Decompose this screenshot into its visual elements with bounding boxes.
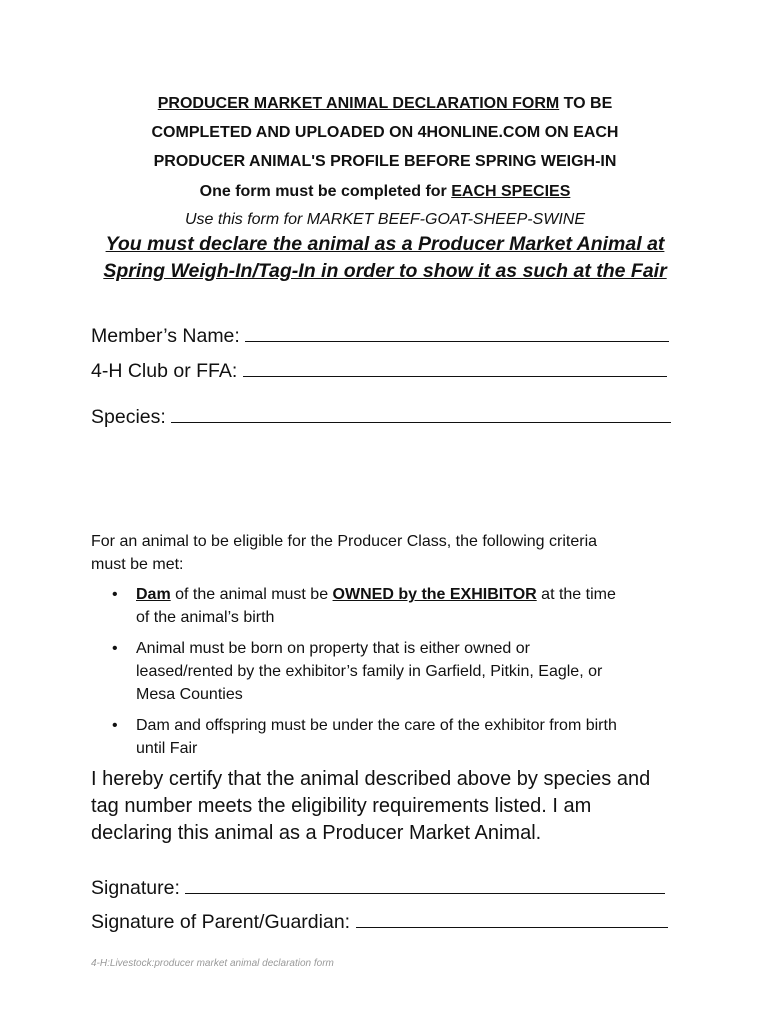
- parent-signature-field: [91, 909, 668, 934]
- criterion-dam-word: Dam: [136, 586, 171, 603]
- form-title-underlined: PRODUCER MARKET ANIMAL DECLARATION FORM: [157, 95, 560, 112]
- parent-signature-input-line[interactable]: [356, 909, 668, 928]
- signature-field: [91, 875, 665, 900]
- criterion-dam-end: at the time: [536, 586, 616, 603]
- page-footer: 4-H:Livestock:producer market animal declaration form: [91, 958, 334, 969]
- form-title-line2: COMPLETED AND UPLOADED ON 4HONLINE.COM ON EACH: [151, 124, 619, 141]
- species-requirement-emphasis: EACH SPECIES: [451, 183, 571, 200]
- signature-label: Signature:: [91, 877, 180, 899]
- certification-line1: I hereby certify that the animal described above by species and: [91, 768, 651, 790]
- parent-signature-label: Signature of Parent/Guardian:: [91, 911, 351, 933]
- member-name-label: Member’s Name:: [91, 325, 240, 347]
- form-title-line1: [0, 94, 770, 114]
- member-name-field: [91, 323, 669, 348]
- criterion-owned-emphasis: OWNED by the EXHIBITOR: [332, 586, 537, 603]
- member-name-input-line[interactable]: [245, 323, 669, 342]
- criterion-birth-property-line2: leased/rented by the exhibitor’s family in Garfield, Pitkin, Eagle, or: [136, 663, 603, 680]
- club-field: [91, 358, 667, 383]
- bullet-icon: •: [112, 586, 118, 603]
- club-input-line[interactable]: [243, 358, 667, 377]
- species-requirement: [0, 182, 770, 202]
- certification-line2: tag number meets the eligibility requirements listed. I am: [91, 795, 592, 817]
- criteria-intro-line2: must be met:: [91, 556, 184, 573]
- species-input-line[interactable]: [171, 404, 671, 423]
- declaration-notice-line1: You must declare the animal as a Producer Market Animal at: [105, 233, 665, 255]
- species-label: Species:: [91, 406, 166, 428]
- criterion-dam-ownership: [136, 583, 616, 606]
- criterion-birth-property-line3: Mesa Counties: [136, 686, 243, 703]
- species-field: [91, 404, 671, 429]
- declaration-notice-line2: Spring Weigh-In/Tag-In in order to show it as such at the Fair: [103, 260, 667, 282]
- signature-input-line[interactable]: [185, 875, 665, 894]
- bullet-icon: •: [112, 717, 118, 734]
- form-title-line3: PRODUCER ANIMAL'S PROFILE BEFORE SPRING WEIGH-IN: [153, 153, 617, 170]
- criterion-dam-text: of the animal must be: [170, 586, 333, 603]
- criteria-intro-line1: For an animal to be eligible for the Producer Class, the following criteria: [91, 533, 598, 550]
- form-title-rest: TO BE: [559, 95, 613, 112]
- club-label: 4-H Club or FFA:: [91, 360, 238, 382]
- criterion-care-line2: until Fair: [136, 740, 198, 757]
- bullet-icon: •: [112, 640, 118, 657]
- criterion-care-line1: Dam and offspring must be under the care of the exhibitor from birth: [136, 717, 617, 734]
- species-requirement-prefix: One form must be completed for: [199, 183, 452, 200]
- criterion-dam-line2: of the animal’s birth: [136, 609, 275, 626]
- form-usage-note: Use this form for MARKET BEEF-GOAT-SHEEP-SWINE: [184, 211, 586, 228]
- criterion-birth-property-line1: Animal must be born on property that is either owned or: [136, 640, 530, 657]
- certification-line3: declaring this animal as a Producer Market Animal.: [91, 822, 542, 844]
